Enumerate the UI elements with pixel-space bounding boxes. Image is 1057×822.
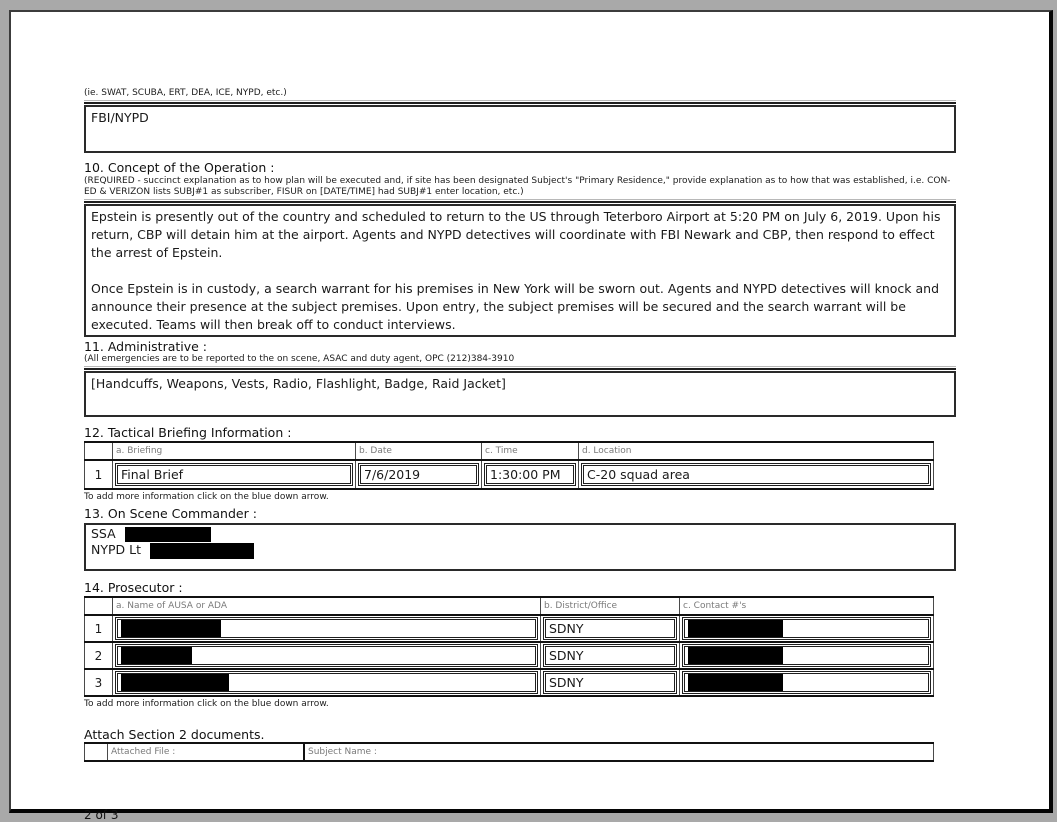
- briefing-header-time: c. Time: [481, 443, 578, 459]
- administrative-value: [Handcuffs, Weapons, Vests, Radio, Flashlight, Badge, Raid Jacket]: [91, 376, 506, 391]
- divider-line: [84, 199, 956, 203]
- date-value: 7/6/2019: [364, 467, 421, 482]
- time-input[interactable]: [486, 465, 574, 484]
- district-value: SDNY: [549, 675, 584, 690]
- prosecutor-header-district: b. District/Office: [540, 598, 679, 614]
- prosecutor-contact-input[interactable]: [684, 619, 929, 638]
- prosecutor-table: [84, 596, 934, 697]
- location-value: C-20 squad area: [587, 467, 690, 482]
- document-page: [9, 10, 1053, 822]
- prosecutor-header-contact: c. Contact #'s: [679, 598, 934, 614]
- briefing-input[interactable]: [117, 465, 351, 484]
- commander-prefix-2: NYPD Lt: [91, 542, 141, 557]
- concept-paragraph-2: Once Epstein is in custody, a search warrant for his premises in New York will be sworn out. Agents and NYPD detectives will knock and announce their presence at the subject premises. Upon entry, the subject premises will be secured and the search warrant will be executed. Teams will then break off to conduct interviews.: [91, 281, 940, 332]
- prosecutor-header-num: [84, 598, 112, 614]
- section11-caption: (All emergencies are to be reported to the on scene, ASAC and duty agent, OPC (212)384-3910: [84, 354, 515, 364]
- prosecutor-table-header: [84, 598, 934, 616]
- prosecutor-row: [84, 643, 934, 670]
- agency-field[interactable]: [84, 105, 956, 153]
- location-cell: [578, 461, 934, 488]
- redaction-bar: [688, 674, 783, 691]
- prosecutor-name-cell: [112, 643, 540, 668]
- attach-heading: Attach Section 2 documents.: [84, 727, 265, 742]
- form-content: [84, 88, 956, 822]
- commander-line-1: [91, 526, 949, 542]
- briefing-value: Final Brief: [121, 467, 184, 482]
- prosecutor-district-cell: [540, 670, 679, 695]
- briefing-header-briefing: a. Briefing: [112, 443, 355, 459]
- prosecutor-district-input[interactable]: [545, 619, 675, 638]
- prosecutor-row-number: 2: [84, 643, 112, 668]
- page-number: 2 of 3: [84, 808, 119, 822]
- date-cell: [355, 461, 481, 488]
- prosecutor-row-number: 3: [84, 670, 112, 695]
- redaction-bar: [125, 527, 211, 542]
- redaction-bar: [121, 647, 192, 664]
- prosecutor-contact-cell: [679, 643, 934, 668]
- prosecutor-contact-cell: [679, 670, 934, 695]
- prosecutor-row: [84, 616, 934, 643]
- briefing-table: [84, 441, 934, 490]
- date-input[interactable]: [360, 465, 477, 484]
- section10-caption: (REQUIRED - succinct explanation as to how plan will be executed and, if site has been designated Subject's "Primary Residence," provide explanation as to how that was established, i.e. CON-ED & VERIZON lists SUBJ#1 as subscriber, FISUR on [DATE/TIME] had SUBJ#1 enter location, etc.): [84, 176, 951, 197]
- prosecutor-name-input[interactable]: [117, 646, 536, 665]
- prosecutor-district-input[interactable]: [545, 646, 675, 665]
- location-input[interactable]: [583, 465, 929, 484]
- prosecutor-name-cell: [112, 670, 540, 695]
- prosecutor-contact-input[interactable]: [684, 673, 929, 692]
- briefing-row-number: 1: [84, 461, 112, 488]
- commander-field[interactable]: [84, 523, 956, 571]
- redaction-bar: [150, 543, 254, 559]
- attach-table: [84, 742, 934, 762]
- prosecutor-name-cell: [112, 616, 540, 641]
- briefing-header-num: [84, 443, 112, 459]
- concept-paragraph-1: Epstein is presently out of the country and scheduled to return to the US through Teterboro Airport at 5:20 PM on July 6, 2019. Upon his return, CBP will detain him at the airport. Agents and NYPD detectives will coordinate with FBI Newark and CBP, then respond to effect the arrest of Epstein.: [91, 209, 941, 260]
- prosecutor-district-input[interactable]: [545, 673, 675, 692]
- briefing-header-location: d. Location: [578, 443, 934, 459]
- prosecutor-contact-cell: [679, 616, 934, 641]
- section12-heading: 12. Tactical Briefing Information :: [84, 425, 292, 440]
- agency-value: FBI/NYPD: [91, 110, 149, 125]
- section13-heading: 13. On Scene Commander :: [84, 506, 257, 521]
- section11-heading: 11. Administrative :: [84, 339, 208, 354]
- prosecutor-row-number: 1: [84, 616, 112, 641]
- prosecutor-contact-input[interactable]: [684, 646, 929, 665]
- briefing-note: To add more information click on the blue down arrow.: [84, 492, 329, 502]
- administrative-field[interactable]: [84, 371, 956, 417]
- attach-header-blank: [84, 744, 107, 760]
- commander-prefix-1: SSA: [91, 526, 116, 541]
- prosecutor-district-cell: [540, 616, 679, 641]
- district-value: SDNY: [549, 621, 584, 636]
- section10-heading: 10. Concept of the Operation :: [84, 160, 275, 175]
- divider-line: [84, 100, 956, 104]
- redaction-bar: [121, 620, 221, 637]
- attach-header-file: Attached File :: [107, 744, 303, 760]
- briefing-row: [84, 461, 934, 490]
- time-cell: [481, 461, 578, 488]
- redaction-bar: [121, 674, 229, 691]
- district-value: SDNY: [549, 648, 584, 663]
- concept-field[interactable]: [84, 204, 956, 337]
- time-value: 1:30:00 PM: [490, 467, 561, 482]
- section14-heading: 14. Prosecutor :: [84, 580, 183, 595]
- briefing-header-date: b. Date: [355, 443, 481, 459]
- redaction-bar: [688, 620, 783, 637]
- prosecutor-header-name: a. Name of AUSA or ADA: [112, 598, 540, 614]
- attach-header-subject: Subject Name :: [303, 744, 934, 760]
- redaction-bar: [688, 647, 783, 664]
- agency-caption: (ie. SWAT, SCUBA, ERT, DEA, ICE, NYPD, etc.): [84, 88, 287, 98]
- divider-line: [84, 366, 956, 370]
- briefing-table-header: [84, 443, 934, 461]
- prosecutor-name-input[interactable]: [117, 673, 536, 692]
- prosecutor-name-input[interactable]: [117, 619, 536, 638]
- prosecutor-row: [84, 670, 934, 697]
- briefing-cell: [112, 461, 355, 488]
- prosecutor-note: To add more information click on the blue down arrow.: [84, 699, 329, 709]
- prosecutor-district-cell: [540, 643, 679, 668]
- attach-table-header: [84, 744, 934, 762]
- commander-line-2: [91, 542, 949, 559]
